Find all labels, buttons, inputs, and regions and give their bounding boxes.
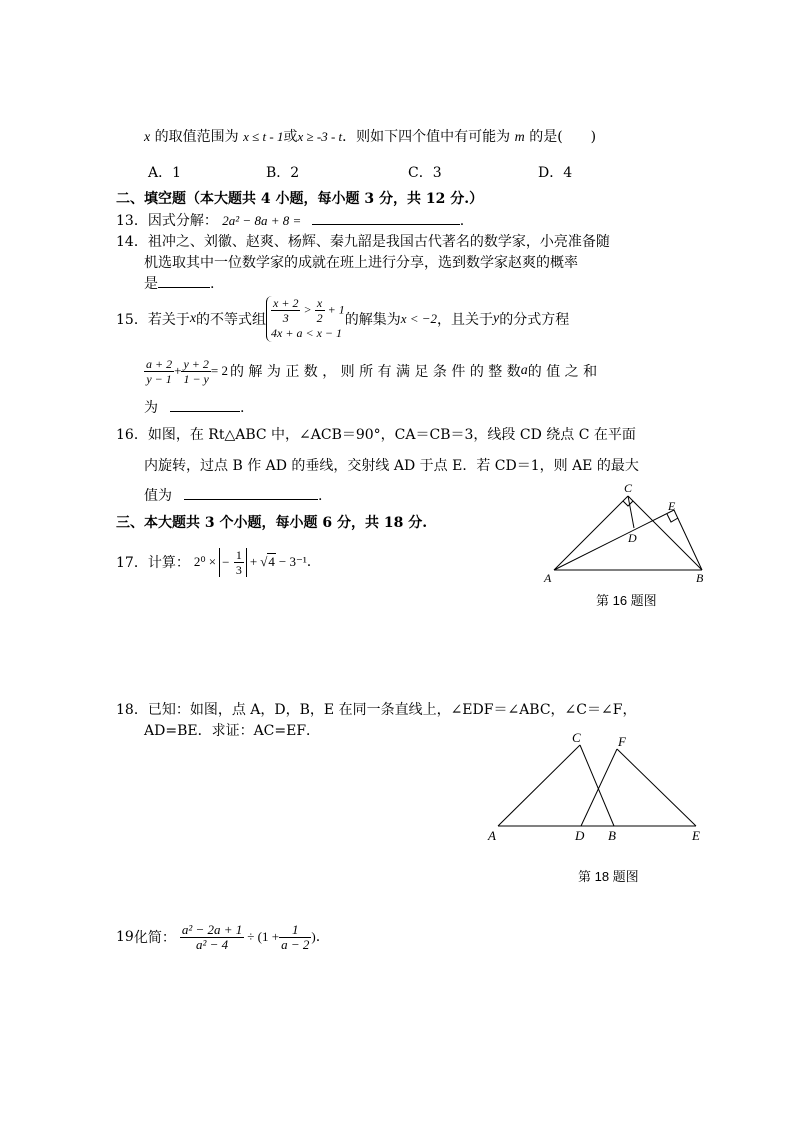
fig18-label-e: E	[692, 828, 700, 843]
q13-answer-blank	[312, 210, 460, 225]
fig18-segment-cb	[580, 745, 614, 826]
figure-16	[540, 480, 720, 590]
question-15-line3: 为 .	[144, 397, 244, 417]
figure-18	[480, 728, 710, 846]
fig16-label-d: D	[628, 531, 637, 545]
q12-condition-line: x 的取值范围为 x ≤ t - 1或x ≥ -3 - t．则如下四个值中有可能为 m 的是( )	[144, 129, 597, 145]
figure-18-caption: 第 18 题图	[578, 869, 639, 884]
q14-answer-blank	[158, 273, 210, 288]
fig16-label-c: C	[624, 481, 633, 495]
fig16-segment-cb	[628, 496, 702, 570]
inequality-system: $\frac{x + 2}{3}$ > $\frac{x}{2}$ + 1 4x + a < x − 1	[266, 296, 345, 342]
question-18-line1: 18．已知：如图，点 A，D，B，E 在同一条直线上，∠EDF＝∠ABC，∠C＝∠F，	[116, 702, 637, 718]
fig18-segment-fe	[617, 749, 696, 826]
question-16-line3: 值为 .	[144, 485, 322, 505]
question-15-line2: $\frac{a + 2}{y - 1}$ + $\frac{y + 2}{1 - y}$ = 2 的 解 为 正 数 ， 则 所 有 满 足 条 件 的 整 数 a 的 值 之 和	[146, 356, 598, 386]
fig18-label-a: A	[488, 828, 496, 843]
figure-16-caption: 第 16 题图	[596, 593, 657, 608]
question-16-line1: 16．如图，在 Rt△ABC 中，∠ACB＝90°，CA＝CB＝3，线段 CD 绕点 C 在平面	[116, 427, 636, 443]
question-13: 13．因式分解： 2a² − 8a + 8 = .	[116, 210, 464, 230]
fig16-right-angle-c	[623, 501, 633, 506]
question-17: 17． 计算： 2⁰ × − $\frac{1}{3}$ + √4 − 3⁻¹ .	[116, 547, 312, 577]
question-15-line1: 15． 若关于 x 的不等式组 $\frac{x + 2}{3}$ > $\frac{x}{2}$ + 1 4x + a < x − 1 的解集为 x < −2 ，且关于 y 的分式方程	[116, 296, 570, 340]
question-14-line1: 14．祖冲之、刘徽、赵爽、杨辉、秦九韶是我国古代著名的数学家，小亮准备随	[116, 234, 610, 250]
q12-option-b: B．2	[266, 165, 300, 181]
fig18-label-c: C	[572, 730, 581, 745]
q12-option-d: D．4	[538, 165, 573, 181]
question-16-line2: 内旋转，过点 B 作 AD 的垂线，交射线 AD 于点 E．若 CD＝1，则 AE 的最大	[144, 458, 639, 474]
fig16-ray-ae	[554, 510, 674, 570]
q12-option-c: C．3	[408, 165, 442, 181]
question-14-line2: 机选取其中一位数学家的成就在班上进行分享，选到数学家赵爽的概率	[144, 255, 578, 271]
fig18-label-b: B	[608, 828, 616, 843]
section-3-title: 三、本大题共 3 个小题，每小题 6 分，共 18 分.	[116, 515, 428, 531]
question-14-line3: 是 .	[144, 273, 214, 293]
q17-absolute-value: − $\frac{1}{3}$	[219, 548, 247, 577]
section-2-title: 二、填空题（本大题共 4 小题，每小题 3 分，共 12 分.）	[116, 191, 484, 207]
fig16-segment-be	[674, 510, 702, 570]
fig16-label-b: B	[696, 571, 704, 585]
q15-answer-blank	[170, 397, 240, 412]
fig16-segment-ac	[554, 496, 628, 570]
fig18-label-f: F	[618, 734, 626, 749]
fig16-label-e: E	[668, 499, 676, 513]
fig18-label-d: D	[575, 828, 585, 843]
question-19: 19 化简： $\frac{\text{a² − 2a + 1}}{\text{a² − 4}}$ ÷ (1 + $\frac{1}{a - 2}$ ) .	[116, 921, 321, 952]
fig18-segment-ac	[498, 745, 580, 826]
fig16-label-a: A	[544, 571, 552, 585]
question-18-line2: AD=BE．求证：AC=EF．	[144, 723, 321, 739]
q12-option-a: A．1	[148, 165, 182, 181]
q16-answer-blank	[184, 485, 318, 500]
